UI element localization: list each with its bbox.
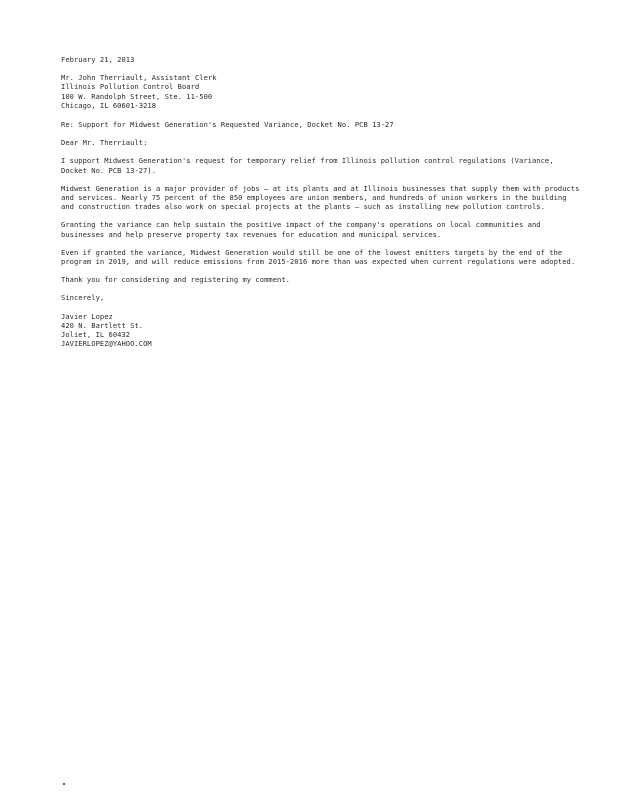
signature-block <box>61 312 581 349</box>
recipient-city: Chicago, IL 60601-3218 <box>61 100 157 110</box>
paragraph-2: Midwest Generation is a major provider of jobs – at its plants and at Illinois businesses that supply them with products and services. Nearly 75 percent of the 850 employees are union members, and hundreds of union workers in the building and construction trades also work on special projects at the plants – such as installing new pollution controls. <box>61 183 580 212</box>
recipient-name: Mr. John Therriault, Assistant Clerk <box>61 73 217 83</box>
closing: Sincerely, <box>61 293 105 303</box>
signer-email: JAVIERLOPEZ@YAHOO.COM <box>61 339 152 349</box>
signer-city: Joliet, IL 60432 <box>61 330 131 340</box>
recipient-street: 100 W. Randolph Street, Ste. 11-500 <box>61 91 213 101</box>
recipient-address <box>61 73 581 110</box>
subject-line: Re: Support for Midwest Generation's Requested Variance, Docket No. PCB 13-27 <box>61 120 394 130</box>
letter-date: February 21, 2013 <box>61 55 135 64</box>
letter-body <box>61 55 581 348</box>
recipient-organization: Illinois Pollution Control Board <box>61 82 200 92</box>
scan-speck <box>63 783 65 785</box>
paragraph-1: I support Midwest Generation's request for temporary relief from Illinois pollution control regulations (Variance, Docket No. PCB 13-27). <box>61 156 554 175</box>
salutation: Dear Mr. Therriault: <box>61 138 148 148</box>
paragraph-3: Granting the variance can help sustain the positive impact of the company's operations on local communities and businesses and help preserve property tax revenues for education and municipal services. <box>61 220 541 239</box>
paragraph-4: Even if granted the variance, Midwest Generation would still be one of the lowest emitters targets by the end of the program in 2019, and will reduce emissions from 2015-2016 more than was expected when current regulations were adopted. <box>61 247 576 267</box>
signer-street: 420 N. Bartlett St. <box>61 320 144 330</box>
signer-name: Javier Lopez <box>61 311 113 321</box>
paragraph-5: Thank you for considering and registering my comment. <box>61 275 291 285</box>
